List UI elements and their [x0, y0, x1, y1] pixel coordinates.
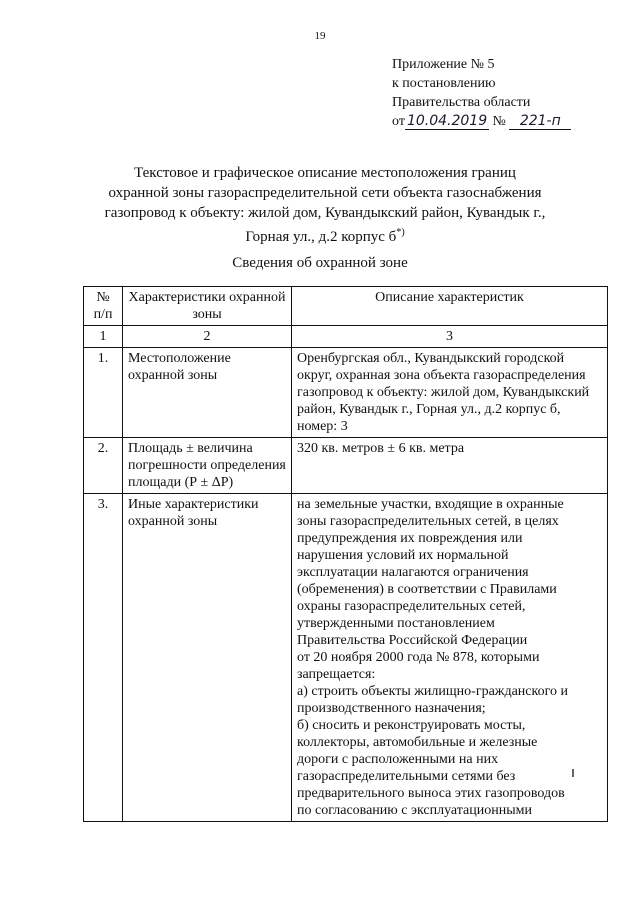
description-line: предупреждения их повреждения или	[297, 531, 523, 546]
description-line: а) строить объекты жилищно-гражданского и	[297, 684, 568, 699]
scan-mark	[572, 769, 574, 777]
table-row	[84, 438, 608, 494]
section-subtitle: Сведения об охранной зоне	[232, 255, 408, 271]
index-cell: 3	[292, 326, 608, 348]
row-description	[292, 494, 608, 822]
description-line: нарушения условий их нормальной	[297, 548, 509, 563]
appendix-line-3: Правительства области	[392, 95, 531, 110]
title-line-4	[60, 223, 590, 247]
zone-table	[83, 286, 608, 822]
page-number: 19	[314, 30, 326, 42]
description-line: охраны газораспределительных сетей,	[297, 599, 526, 614]
header-characteristics: Характеристики охранной зоны	[123, 287, 292, 326]
number-prefix: №	[492, 114, 506, 129]
index-cell: 1	[84, 326, 123, 348]
description-line: дороги с расположенными на них	[297, 752, 499, 767]
row-characteristic: Иные характеристики охранной зоны	[123, 494, 292, 822]
title-line-2: охранной зоны газораспределительной сети объекта газоснабжения	[108, 185, 542, 201]
table-row	[84, 348, 608, 438]
description-line: газораспределительными сетями без	[297, 769, 516, 784]
description-line: запрещается:	[297, 667, 376, 682]
appendix-date-line	[392, 112, 571, 131]
description-line: по согласованию с эксплуатационными	[297, 803, 532, 818]
row-characteristic: Площадь ± величина погрешности определения площади (Р ± ΔР)	[123, 438, 292, 494]
description-line: зоны газораспределительных сетей, в целях	[297, 514, 559, 529]
row-num: 3.	[84, 494, 123, 822]
description-line: предварительного выноса этих газопроводов	[297, 786, 565, 801]
handwritten-number: 221-п	[509, 113, 571, 130]
description-line: от 20 ноября 2000 года № 878, которыми	[297, 650, 540, 665]
header-description: Описание характеристик	[292, 287, 608, 326]
appendix-line-1: Приложение № 5	[392, 57, 495, 72]
table-header-row	[84, 287, 608, 326]
description-line: (обременения) в соответствии с Правилами	[297, 582, 557, 597]
title-line-4-text: Горная ул., д.2 корпус б	[245, 229, 397, 245]
description-line: эксплуатации налагаются ограничения	[297, 565, 529, 580]
table-row	[84, 494, 608, 822]
description-line: коллекторы, автомобильные и железные	[297, 735, 538, 750]
appendix-block	[392, 55, 571, 131]
index-cell: 2	[123, 326, 292, 348]
description-line: б) сносить и реконструировать мосты,	[297, 718, 526, 733]
table-index-row	[84, 326, 608, 348]
description-line: на земельные участки, входящие в охранные	[297, 497, 564, 512]
row-num: 2.	[84, 438, 123, 494]
header-num: № п/п	[84, 287, 123, 326]
title-line-3: газопровод к объекту: жилой дом, Кувандыкский район, Кувандык г.,	[104, 205, 546, 221]
row-description: 320 кв. метров ± 6 кв. метра	[292, 438, 608, 494]
document-title	[60, 163, 590, 247]
description-line: утвержденными постановлением	[297, 616, 495, 631]
footnote-mark: *)	[396, 227, 405, 238]
row-description: Оренбургская обл., Кувандыкский городской округ, охранная зона объекта газораспределения газопровод к объекту: жилой дом, Кувандыкский район, Кувандык г., Горная ул., д.2 корпус б, номер: 3	[292, 348, 608, 438]
handwritten-date: 10.04.2019	[406, 113, 488, 129]
description-line: производственного назначения;	[297, 701, 486, 716]
title-line-1: Текстовое и графическое описание местоположения границ	[134, 165, 516, 181]
date-prefix: от	[392, 114, 405, 129]
description-line: Правительства Российской Федерации	[297, 633, 528, 648]
appendix-line-2: к постановлению	[392, 76, 496, 91]
row-num: 1.	[84, 348, 123, 438]
row-characteristic: Местоположение охранной зоны	[123, 348, 292, 438]
